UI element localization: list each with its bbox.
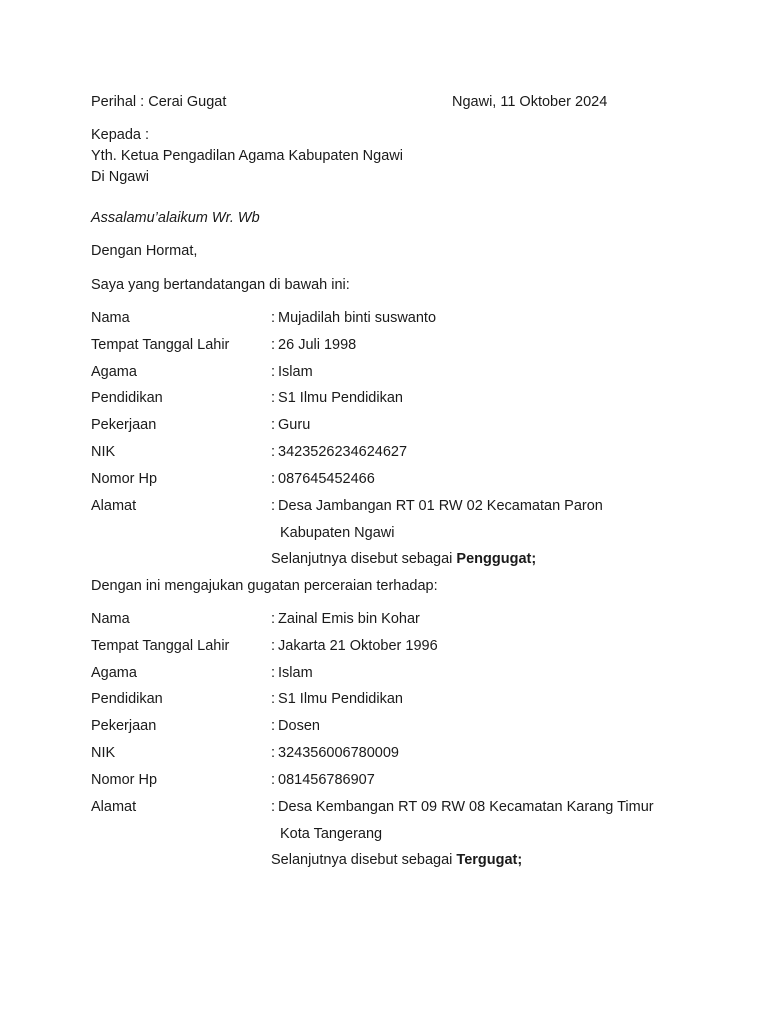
field-label: Alamat [91, 798, 137, 815]
identity-row [91, 363, 711, 390]
address-continuation: Kabupaten Ngawi [280, 525, 395, 541]
field-value-text: Islam [278, 363, 313, 380]
field-value-text: 26 Juli 1998 [278, 336, 357, 353]
field-label: Pendidikan [91, 390, 163, 407]
field-value-text: S1 Ilmu Pendidikan [278, 390, 403, 407]
field-label: NIK [91, 443, 116, 460]
field-value [271, 363, 313, 381]
identity-row [91, 798, 711, 825]
colon: : [271, 497, 276, 514]
designation-bold: Penggugat; [456, 551, 537, 567]
identity-row [91, 336, 711, 363]
field-label: Pendidikan [91, 691, 163, 708]
field-value [271, 610, 420, 628]
designation-text: Selanjutnya disebut sebagai [271, 551, 457, 567]
field-value [271, 389, 403, 407]
field-value-text: Desa Jambangan RT 01 RW 02 Kecamatan Paron [278, 497, 603, 514]
party-designation [271, 550, 536, 568]
field-label: Tempat Tanggal Lahir [91, 336, 230, 353]
field-label: Nomor Hp [91, 771, 158, 788]
identity-row [91, 744, 711, 771]
field-value [271, 798, 654, 816]
colon: : [271, 390, 276, 407]
party-designation [271, 851, 522, 869]
field-label: Nama [91, 310, 130, 326]
colon: : [271, 771, 276, 788]
field-value-text: 081456786907 [278, 771, 375, 788]
identity-row [91, 416, 711, 443]
address-continuation: Kota Tangerang [280, 826, 383, 842]
salutation: Dengan Hormat, [91, 243, 198, 259]
identity-row [91, 664, 711, 691]
colon: : [271, 310, 276, 326]
place-date: Ngawi, 11 Oktober 2024 [452, 94, 608, 110]
field-label: Tempat Tanggal Lahir [91, 637, 230, 654]
identity-row [91, 610, 711, 637]
identity-row [91, 389, 711, 416]
field-label: Alamat [91, 497, 137, 514]
field-value-text: Islam [278, 664, 313, 681]
colon: : [271, 470, 276, 487]
penggugat-identity-table [91, 309, 711, 567]
colon: : [271, 363, 276, 380]
field-value [271, 771, 375, 789]
field-value-text: Zainal Emis bin Kohar [278, 611, 420, 627]
colon: : [271, 336, 276, 353]
tergugat-identity-table [91, 610, 711, 868]
field-value-text: Mujadilah binti suswanto [278, 310, 437, 326]
designation-bold: Tergugat; [456, 852, 523, 868]
field-label: Nama [91, 611, 130, 627]
colon: : [271, 718, 276, 735]
intro-text: Saya yang bertandatangan di bawah ini: [91, 277, 350, 293]
field-label: Agama [91, 363, 137, 380]
colon: : [271, 744, 276, 761]
field-value-text: 3423526234624627 [278, 443, 408, 460]
field-value [271, 717, 320, 735]
field-value-text: 324356006780009 [278, 744, 399, 761]
identity-row [91, 717, 711, 744]
field-value [271, 336, 356, 354]
field-label: Agama [91, 664, 137, 681]
field-value [271, 664, 313, 682]
field-value [271, 309, 436, 327]
greeting: Assalamu’alaikum Wr. Wb [91, 210, 260, 226]
identity-row [91, 309, 711, 336]
field-value-text: Guru [278, 417, 311, 434]
field-value-text: S1 Ilmu Pendidikan [278, 691, 403, 708]
designation-text: Selanjutnya disebut sebagai [271, 852, 457, 868]
field-value [271, 470, 375, 488]
recipient-heading: Kepada : [91, 127, 150, 143]
identity-row [91, 470, 711, 497]
field-value-text: Desa Kembangan RT 09 RW 08 Kecamatan Karang Timur [278, 798, 654, 815]
colon: : [271, 798, 276, 815]
identity-row [91, 771, 711, 798]
field-value [271, 497, 603, 515]
field-value-text: Jakarta 21 Oktober 1996 [278, 637, 438, 654]
identity-row [91, 497, 711, 524]
field-label: NIK [91, 744, 116, 761]
colon: : [271, 637, 276, 654]
colon: : [271, 417, 276, 434]
field-value [271, 416, 310, 434]
colon: : [271, 664, 276, 681]
recipient-line-1: Yth. Ketua Pengadilan Agama Kabupaten Ngawi [91, 148, 403, 164]
field-value [271, 744, 399, 762]
field-label: Pekerjaan [91, 417, 157, 434]
recipient-line-2: Di Ngawi [91, 169, 150, 185]
field-value [271, 690, 403, 708]
colon: : [271, 443, 276, 460]
colon: : [271, 691, 276, 708]
field-value-text: 087645452466 [278, 470, 375, 487]
transition-text: Dengan ini mengajukan gugatan perceraian terhadap: [91, 578, 438, 594]
field-value-text: Dosen [278, 718, 320, 735]
field-label: Nomor Hp [91, 470, 158, 487]
colon: : [271, 611, 276, 627]
field-value [271, 637, 438, 655]
identity-row [91, 443, 711, 470]
identity-row [91, 690, 711, 717]
field-label: Pekerjaan [91, 718, 157, 735]
field-value [271, 443, 407, 461]
identity-row [91, 637, 711, 664]
subject-line: Perihal : Cerai Gugat [91, 94, 227, 110]
